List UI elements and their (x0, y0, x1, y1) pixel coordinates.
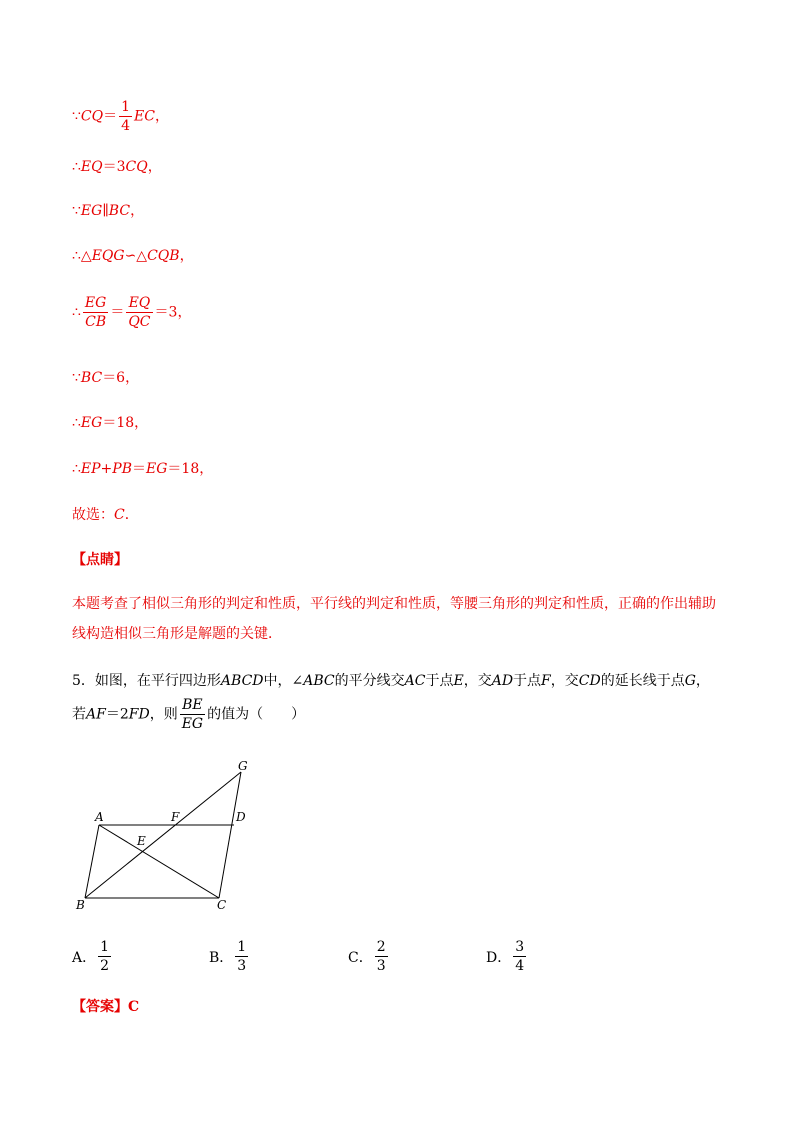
label-E: E (137, 834, 146, 848)
label-G: G (238, 759, 248, 773)
equals: ＝3 (102, 159, 126, 175)
var: AF (86, 706, 106, 723)
option-d[interactable] (486, 940, 528, 973)
punct: ＝18， (167, 461, 214, 477)
var: ABCD (220, 673, 264, 689)
numerator: 1 (121, 99, 131, 115)
option-letter: D． (486, 949, 512, 966)
label-B: B (76, 898, 85, 912)
segment-AB (85, 825, 99, 898)
var: EQG (91, 248, 125, 264)
answer-value: C (128, 999, 140, 1015)
text: 中，∠ (263, 673, 304, 689)
denominator: 3 (237, 958, 247, 974)
var: EP+PB (80, 461, 132, 477)
text: 的平分线交 (334, 673, 405, 689)
var: CQ (80, 108, 104, 125)
var: EG (146, 461, 168, 477)
numerator: BE (182, 697, 203, 713)
var: E (453, 673, 464, 689)
text: ，交 (550, 673, 579, 689)
fraction (513, 940, 526, 973)
denominator: CB (83, 312, 108, 329)
segment-CG (219, 772, 241, 898)
var: BC (108, 203, 131, 219)
solution-line-4 (72, 246, 194, 266)
solution-line-8 (72, 459, 213, 479)
question-line-1 (72, 671, 710, 691)
text: ＝2 (105, 706, 129, 723)
text: 的值为（ ） (207, 706, 306, 723)
solution-line-3 (72, 201, 144, 221)
therefore-triangle: ∴△ (72, 248, 92, 264)
var: AC (404, 673, 426, 689)
var: C (114, 507, 125, 523)
punct: ， (130, 203, 145, 219)
equals: ＝ (110, 304, 125, 321)
solution-line-5 (72, 296, 191, 329)
denominator: 3 (376, 958, 386, 974)
choice-text: 故选： (72, 507, 114, 523)
fraction (98, 940, 111, 973)
therefore-symbol: ∴ (72, 461, 81, 477)
punct: ＝3， (154, 304, 192, 321)
segment-AC (99, 825, 219, 898)
numerator: 3 (515, 939, 525, 955)
option-letter: C． (348, 949, 373, 966)
option-a[interactable] (72, 940, 113, 973)
text: ，交 (463, 673, 492, 689)
denominator: QC (128, 314, 151, 330)
therefore-symbol: ∴ (72, 159, 81, 175)
option-b[interactable] (209, 940, 250, 973)
numerator: EQ (128, 295, 151, 311)
therefore-symbol: ∴ (72, 304, 81, 321)
fraction (83, 296, 108, 329)
punct: ． (124, 507, 139, 523)
text: ，则 (149, 706, 178, 723)
option-letter: B． (209, 949, 234, 966)
solution-line-2 (72, 157, 162, 177)
var: G (684, 673, 696, 689)
var: EG (80, 203, 103, 219)
answer-line (72, 997, 139, 1017)
var: AD (491, 673, 514, 689)
var: CQ (125, 159, 148, 175)
fraction (180, 698, 205, 731)
numerator: 1 (237, 939, 247, 955)
label-A: A (95, 810, 104, 824)
parallel-symbol: ∥ (102, 203, 109, 219)
var: FD (128, 706, 150, 723)
dianjing-body: 本题考查了相似三角形的判定和性质，平行线的判定和性质，等腰三角形的判定和性质，正确的作出辅助线构造相似三角形是解题的关键． (72, 596, 716, 642)
var: BC (80, 370, 103, 386)
solution-line-7 (72, 413, 148, 433)
numerator: 1 (100, 939, 110, 955)
therefore-symbol: ∴ (72, 415, 81, 431)
question-line-2 (72, 698, 305, 731)
fraction (126, 296, 152, 329)
text: 于点 (425, 673, 454, 689)
text: 若 (72, 706, 86, 723)
solution-line-6 (72, 368, 139, 388)
denominator: 4 (515, 958, 525, 974)
fraction (375, 940, 388, 973)
punct: ＝6， (102, 370, 140, 386)
var: ABC (303, 673, 335, 689)
text: 的延长线于点 (600, 673, 685, 689)
similar-symbol: ∽△ (124, 248, 148, 264)
fraction (235, 940, 248, 973)
option-c[interactable] (348, 940, 390, 973)
label-C: C (217, 898, 227, 912)
text: 于点 (513, 673, 542, 689)
option-letter: A． (72, 949, 97, 966)
because-symbol: ∵ (72, 370, 81, 386)
var: CQB (147, 248, 180, 264)
var: EQ (80, 159, 103, 175)
equals: ＝ (103, 108, 118, 125)
punct: ， (154, 108, 169, 125)
question-number: 5．如图，在平行四边形 (72, 673, 221, 689)
label-F: F (171, 810, 180, 824)
because-symbol: ∵ (72, 108, 81, 125)
equals: ＝ (132, 461, 146, 477)
var: F (541, 673, 551, 689)
var: EG (80, 415, 103, 431)
solution-line-1 (72, 100, 169, 133)
because-symbol: ∵ (72, 203, 81, 219)
punct: ＝18， (102, 415, 149, 431)
dianjing-heading: 【点睛】 (72, 552, 128, 568)
answer-label: 【答案】 (72, 999, 128, 1015)
label-D: D (236, 810, 246, 824)
var: CD (578, 673, 601, 689)
denominator: 2 (100, 958, 110, 974)
punct: ， (179, 248, 194, 264)
fraction (119, 100, 132, 133)
var: EC (134, 108, 155, 125)
text: ， (695, 673, 710, 689)
numerator: 2 (376, 939, 386, 955)
punct: ， (147, 159, 162, 175)
solution-line-9 (72, 505, 139, 525)
denominator: 4 (121, 118, 131, 134)
denominator: EG (181, 716, 204, 732)
parallelogram-figure (70, 755, 270, 920)
numerator: EG (84, 295, 107, 311)
segment-BG (85, 772, 241, 898)
